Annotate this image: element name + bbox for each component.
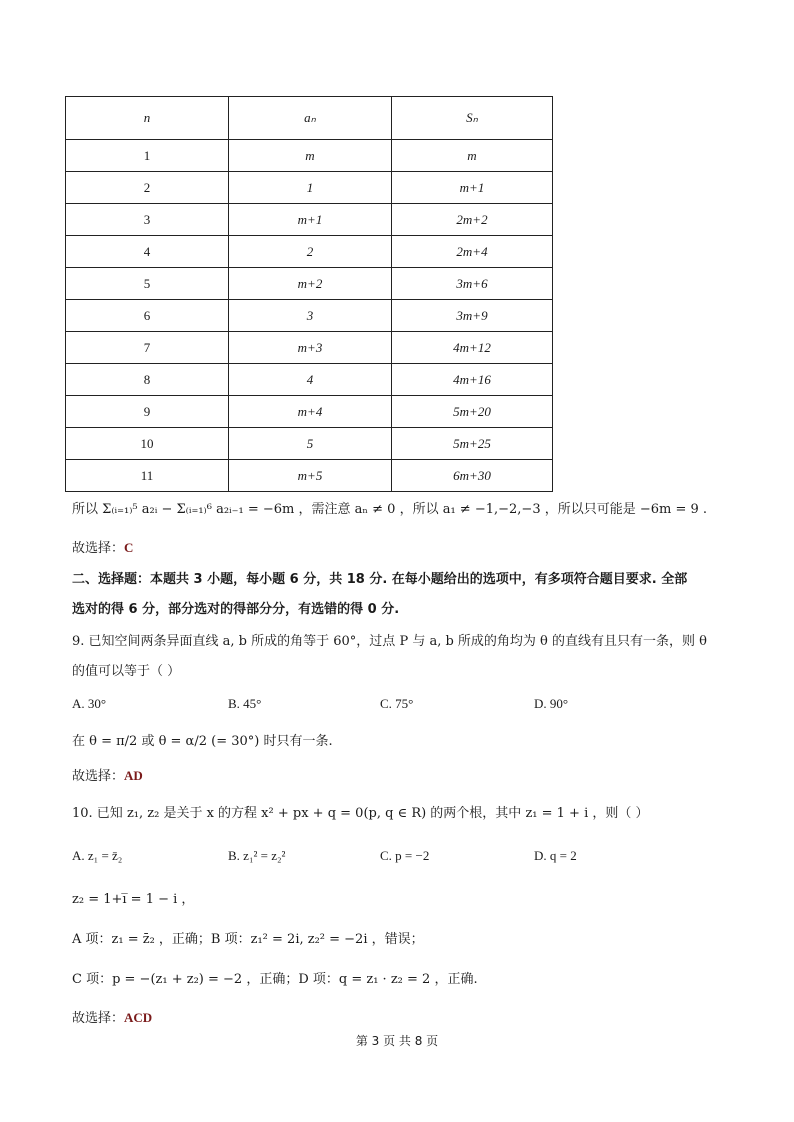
cell-sn: 4m+16 <box>392 364 553 396</box>
cell-an: m+3 <box>229 332 392 364</box>
cell-n: 6 <box>66 300 229 332</box>
answer-label: 故选择： <box>72 541 125 556</box>
cell-n: 3 <box>66 204 229 236</box>
cell-sn: 2m+4 <box>392 236 553 268</box>
cell-an: 5 <box>229 428 392 460</box>
question-10-solution-2: A 项：z₁ = z̄₂ ，正确；B 项：z₁² = 2i, z₂² = −2i ，错误； <box>72 932 424 947</box>
table-row <box>66 268 553 300</box>
cell-n: 4 <box>66 236 229 268</box>
question-9-solution: 在 θ = π/2 或 θ = α/2 (= 30°) 时只有一条. <box>72 734 333 749</box>
cell-an: m+5 <box>229 460 392 492</box>
q10-option-d: D. q = 2 <box>534 848 577 863</box>
table-row <box>66 460 553 492</box>
q9-option-a: A. 30° <box>72 696 107 711</box>
q10-option-a: A. z₁ = z̄₂ <box>72 848 123 863</box>
cell-an: m <box>229 140 392 172</box>
cell-an: m+4 <box>229 396 392 428</box>
table-row <box>66 172 553 204</box>
page-footer: 第 3 页 共 8 页 <box>355 1034 439 1048</box>
table-row <box>66 300 553 332</box>
table-row <box>66 236 553 268</box>
cell-n: 11 <box>66 460 229 492</box>
cell-sn: m+1 <box>392 172 553 204</box>
summary-line: 所以 Σ₍ᵢ₌₁₎⁵ a₂ᵢ − Σ₍ᵢ₌₁₎⁶ a₂ᵢ₋₁ = −6m ，需注意 aₙ ≠ 0 ，所以 a₁ ≠ −1,−2,−3 ，所以只可能是 −6m = 9 . <box>72 502 708 517</box>
cell-sn: m <box>392 140 553 172</box>
section-2-heading-line-1: 二、选择题：本题共 3 小题，每小题 6 分，共 18 分. 在每小题给出的选项中，有多项符合题目要求. 全部 <box>72 572 688 587</box>
answer-label: 故选择： <box>72 769 125 784</box>
table-header-row <box>66 97 553 140</box>
q9-option-c: C. 75° <box>380 696 414 711</box>
header-an: aₙ <box>229 97 392 140</box>
cell-n: 10 <box>66 428 229 460</box>
cell-sn: 3m+6 <box>392 268 553 300</box>
cell-an: 4 <box>229 364 392 396</box>
q9-option-d: D. 90° <box>534 696 569 711</box>
cell-sn: 5m+25 <box>392 428 553 460</box>
table-row <box>66 428 553 460</box>
question-10-solution-1: z₂ = 1+i̅ = 1 − i ， <box>72 892 195 907</box>
cell-an: 1 <box>229 172 392 204</box>
cell-n: 8 <box>66 364 229 396</box>
cell-sn: 4m+12 <box>392 332 553 364</box>
question-9-line-1: 9. 已知空间两条异面直线 a, b 所成的角等于 60°，过点 P 与 a, b 所成的角均为 θ 的直线有且只有一条，则 θ <box>72 634 707 649</box>
answer-10 <box>72 1008 152 1029</box>
cell-n: 2 <box>66 172 229 204</box>
cell-an: m+1 <box>229 204 392 236</box>
answer-9 <box>72 766 143 787</box>
cell-sn: 2m+2 <box>392 204 553 236</box>
table-row <box>66 204 553 236</box>
table-row <box>66 140 553 172</box>
header-n: n <box>66 97 229 140</box>
answer-value: C <box>124 540 134 555</box>
cell-n: 1 <box>66 140 229 172</box>
question-10-line-1: 10. 已知 z₁, z₂ 是关于 x 的方程 x² + px + q = 0(p, q ∈ R) 的两个根，其中 z₁ = 1 + i ，则（ ） <box>72 806 649 821</box>
cell-n: 7 <box>66 332 229 364</box>
table-row <box>66 396 553 428</box>
answer-value: AD <box>124 768 143 783</box>
cell-sn: 6m+30 <box>392 460 553 492</box>
q10-option-c: C. p = −2 <box>380 848 430 863</box>
sequence-table <box>65 96 553 492</box>
answer-value: ACD <box>124 1010 153 1025</box>
cell-n: 5 <box>66 268 229 300</box>
cell-sn: 3m+9 <box>392 300 553 332</box>
cell-an: m+2 <box>229 268 392 300</box>
header-sn: Sₙ <box>392 97 553 140</box>
q9-option-b: B. 45° <box>228 696 262 711</box>
answer-8 <box>72 538 133 559</box>
cell-an: 2 <box>229 236 392 268</box>
question-9-line-2: 的值可以等于（ ） <box>72 664 181 679</box>
section-2-heading-line-2: 选对的得 6 分，部分选对的得部分分，有选错的得 0 分. <box>72 602 400 617</box>
table-row <box>66 364 553 396</box>
answer-label: 故选择： <box>72 1011 125 1026</box>
question-10-solution-3: C 项：p = −(z₁ + z₂) = −2 ，正确；D 项：q = z₁ · z₂ = 2 ，正确. <box>72 972 478 987</box>
cell-an: 3 <box>229 300 392 332</box>
q10-option-b: B. z₁² = z₂² <box>228 848 286 863</box>
table-row <box>66 332 553 364</box>
cell-n: 9 <box>66 396 229 428</box>
cell-sn: 5m+20 <box>392 396 553 428</box>
